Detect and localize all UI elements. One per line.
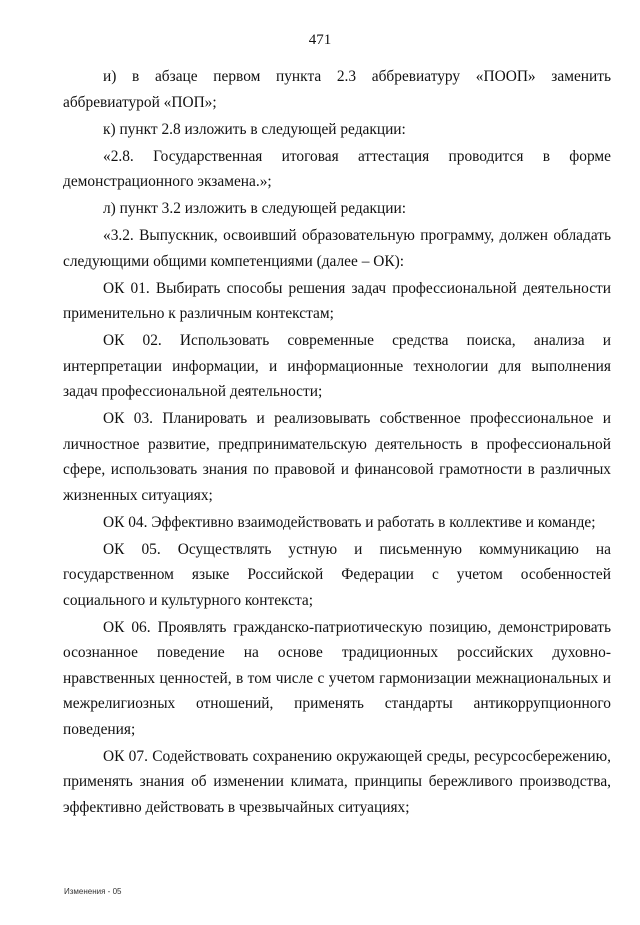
document-body <box>63 64 611 822</box>
paragraph-ok-05: ОК 05. Осуществлять устную и письменную коммуникацию на государственном языке Российской Федерации с учетом особенностей социального и культурного контекста; <box>63 540 611 609</box>
paragraph-ok-02: ОК 02. Использовать современные средства поиска, анализа и интерпретации информации, и информационные технологии для выполнения задач профессиональной деятельности; <box>63 332 611 400</box>
paragraph-clause-2-8: «2.8. Государственная итоговая аттестация проводится в форме демонстрационного экзамена.»; <box>63 147 611 190</box>
paragraph-clause-3-2: «3.2. Выпускник, освоивший образовательную программу, должен обладать следующими общими компетенциями (далее – ОК): <box>63 227 611 270</box>
paragraph-ok-03: ОК 03. Планировать и реализовывать собственное профессиональное и личностное развитие, предпринимательскую деятельность в профессиональной сфере, использовать знания по правовой и финансовой грамотности в различных жизненных ситуациях; <box>63 410 611 504</box>
paragraph-item-k: к) пункт 2.8 изложить в следующей редакции: <box>103 120 406 138</box>
paragraph-ok-01: ОК 01. Выбирать способы решения задач профессиональной деятельности применительно к различным контекстам; <box>63 279 611 322</box>
footer-note: Изменения - 05 <box>64 887 122 896</box>
page-number: 471 <box>308 32 332 48</box>
paragraph-ok-07: ОК 07. Содействовать сохранению окружающей среды, ресурсосбережению, применять знания об изменении климата, принципы бережливого производства, эффективно действовать в чрезвычайных ситуациях; <box>63 747 611 816</box>
paragraph-ok-04: ОК 04. Эффективно взаимодействовать и работать в коллективе и команде; <box>103 513 596 531</box>
paragraph-item-i: и) в абзаце первом пункта 2.3 аббревиатуру «ПООП» заменить аббревиатурой «ПОП»; <box>63 68 611 111</box>
paragraph-item-l: л) пункт 3.2 изложить в следующей редакции: <box>103 200 407 217</box>
paragraph-ok-06: ОК 06. Проявлять гражданско-патриотическую позицию, демонстрировать осознанное поведение на основе традиционных российских духовно-нравственных ценностей, в том числе с учетом гармонизации межнациональных и межрелигиозных отношений, применять стандарты антикоррупционного поведения; <box>63 618 611 738</box>
